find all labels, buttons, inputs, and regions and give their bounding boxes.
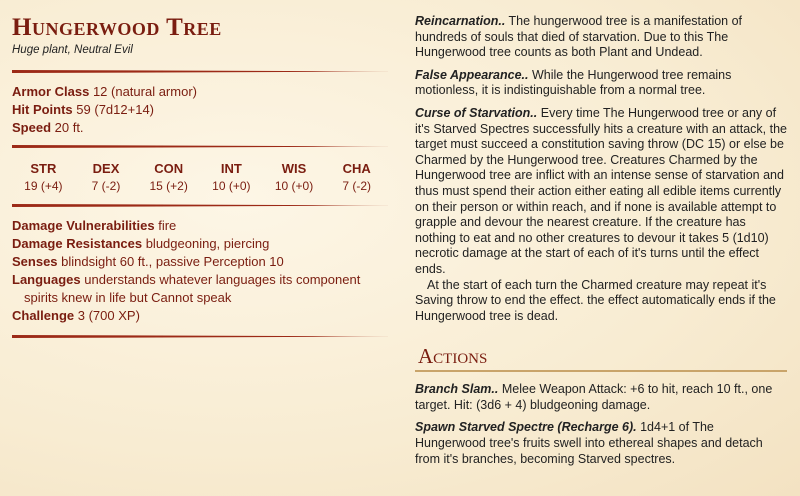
stat-block-left-column [12,12,388,338]
trait-text: Every time The Hungerwood tree or any of it's Starved Spectres successfully hits a creature with an attack, the target must succeed a constitution saving throw (DC 15) or else be Charmed by the Hungerwood tree. Creatures Charmed by the Hungerwood tree are inflict with an intense sense of starvation and thus must spend their action either eating all edible items currently on their person or within reach, and if none is available attempt to grapple and devour the nearest creature. If the creature has nothing to eat and no other creatures to devour it takes 5 (1d10) necrotic damage at the start of each of it's turns until the effect ends. [415,105,787,276]
ability-name: CHA [342,161,371,176]
ability-cha [325,160,388,194]
speed-label: Speed [12,120,52,135]
ability-name: DEX [92,161,120,176]
trait-text: While the Hungerwood tree remains motionless, it is indistinguishable from a normal tree. [415,67,732,98]
languages-value: understands whatever languages its component [84,272,361,287]
ability-score: 15 (+2) [149,179,188,193]
ability-con [137,160,200,194]
trait-curse-of-starvation [415,106,787,278]
ability-score: 7 (-2) [91,179,121,193]
languages-continuation [12,289,388,307]
action-branch-slam [415,382,787,413]
trait-text: At the start of each turn the Charmed creature may repeat it's Saving throw to end the effect. the effect automatically ends if the Hungerwood tree is dead. [415,277,776,323]
trait-name: Reincarnation.. [415,14,506,28]
monster-type: Huge plant, Neutral Evil [12,44,133,56]
stat-block-right-column [415,14,787,467]
senses [12,253,388,271]
trait-curse-of-starvation-cont [415,278,787,325]
ability-name: STR [30,161,57,176]
divider [12,335,388,338]
ability-name: INT [220,161,242,176]
ability-int [200,160,263,194]
actions-divider [415,370,787,372]
armor-class-value: 12 (natural armor) [92,84,197,99]
ability-dex [75,160,138,194]
senses-label: Senses [12,254,58,269]
ability-score: 10 (+0) [212,179,251,193]
trait-name: False Appearance.. [415,67,529,82]
action-text: 1d4+1 of The Hungerwood tree's fruits swell into ethereal shapes and detach from it's branches, becoming Starved spectres. [415,420,763,466]
actions-heading: Actions [418,344,488,369]
hit-points [12,101,388,119]
action-name: Spawn Starved Spectre (Recharge 6). [415,420,637,435]
trait-name: Curse of Starvation.. [415,105,538,120]
monster-name: Hungerwood Tree [12,14,222,41]
armor-class-label: Armor Class [12,84,90,99]
ability-name: CON [154,161,184,176]
damage-resistances-label: Damage Resistances [12,236,143,251]
hit-points-value: 59 (7d12+14) [76,102,154,117]
speed [12,119,388,137]
hit-points-label: Hit Points [12,102,73,117]
languages-value-cont: spirits knew in life but Cannot speak [24,290,232,305]
ability-scores [12,160,388,194]
challenge-value: 3 (700 XP) [77,308,140,323]
challenge-label: Challenge [12,308,75,323]
trait-reincarnation [415,14,787,61]
armor-class [12,83,388,101]
ability-name: WIS [281,161,307,176]
damage-resistances-value: bludgeoning, piercing [145,236,270,251]
damage-vulnerabilities-value: fire [158,218,177,233]
damage-resistances [12,235,388,253]
ability-str [12,160,75,194]
ability-wis [263,160,326,194]
action-spawn-starved-spectre [415,420,787,467]
languages [12,271,388,289]
trait-text: The hungerwood tree is a manifestation of hundreds of souls that died of starvation. Due to this The Hungerwood tree counts as both Plant and Undead. [415,14,743,60]
challenge [12,307,388,325]
damage-vulnerabilities [12,217,388,235]
damage-vulnerabilities-label: Damage Vulnerabilities [12,218,155,233]
ability-score: 10 (+0) [274,179,314,193]
trait-false-appearance [415,68,787,99]
speed-value: 20 ft. [54,120,84,135]
ability-score: 19 (+4) [24,179,63,193]
action-name: Branch Slam.. [415,382,499,397]
languages-label: Languages [12,272,81,287]
ability-score: 7 (-2) [342,179,372,193]
action-text: Melee Weapon Attack: +6 to hit, reach 10 ft., one target. Hit: (3d6 + 4) bludgeoning damage. [415,382,773,412]
senses-value: blindsight 60 ft., passive Perception 10 [61,254,284,269]
